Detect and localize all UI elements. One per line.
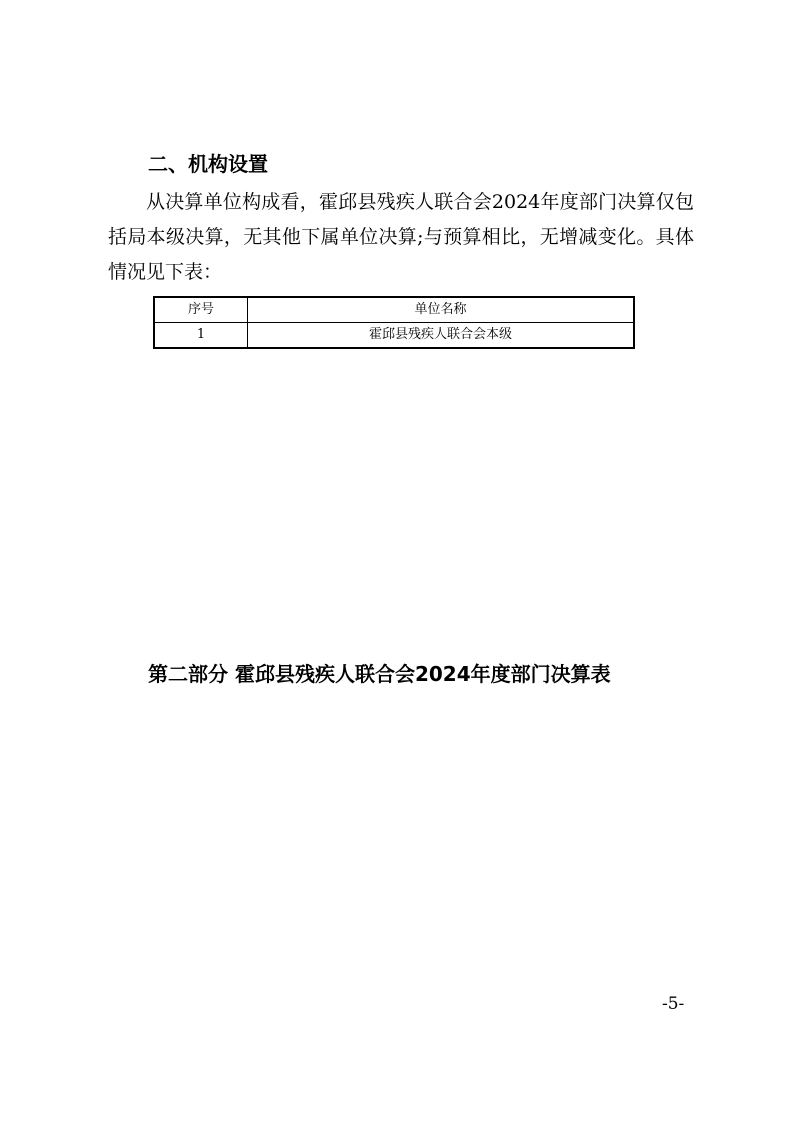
table-header-unit-name: 单位名称	[248, 297, 635, 323]
table-header-row	[154, 297, 634, 323]
part-heading: 第二部分 霍邱县残疾人联合会2024年度部门决算表	[148, 662, 611, 686]
body-paragraph: 从决算单位构成看，霍邱县残疾人联合会2024年度部门决算仅包括局本级决算，无其他下属单位决算;与预算相比，无增减变化。具体情况见下表：	[108, 191, 694, 283]
unit-table	[153, 296, 635, 349]
table-cell-unit-name: 霍邱县残疾人联合会本级	[248, 323, 635, 349]
table-row	[154, 323, 634, 349]
page-number: -5-	[662, 994, 685, 1014]
section-heading: 二、机构设置	[148, 152, 268, 176]
table-header-seq: 序号	[154, 297, 248, 323]
table-cell-seq: 1	[154, 323, 248, 349]
